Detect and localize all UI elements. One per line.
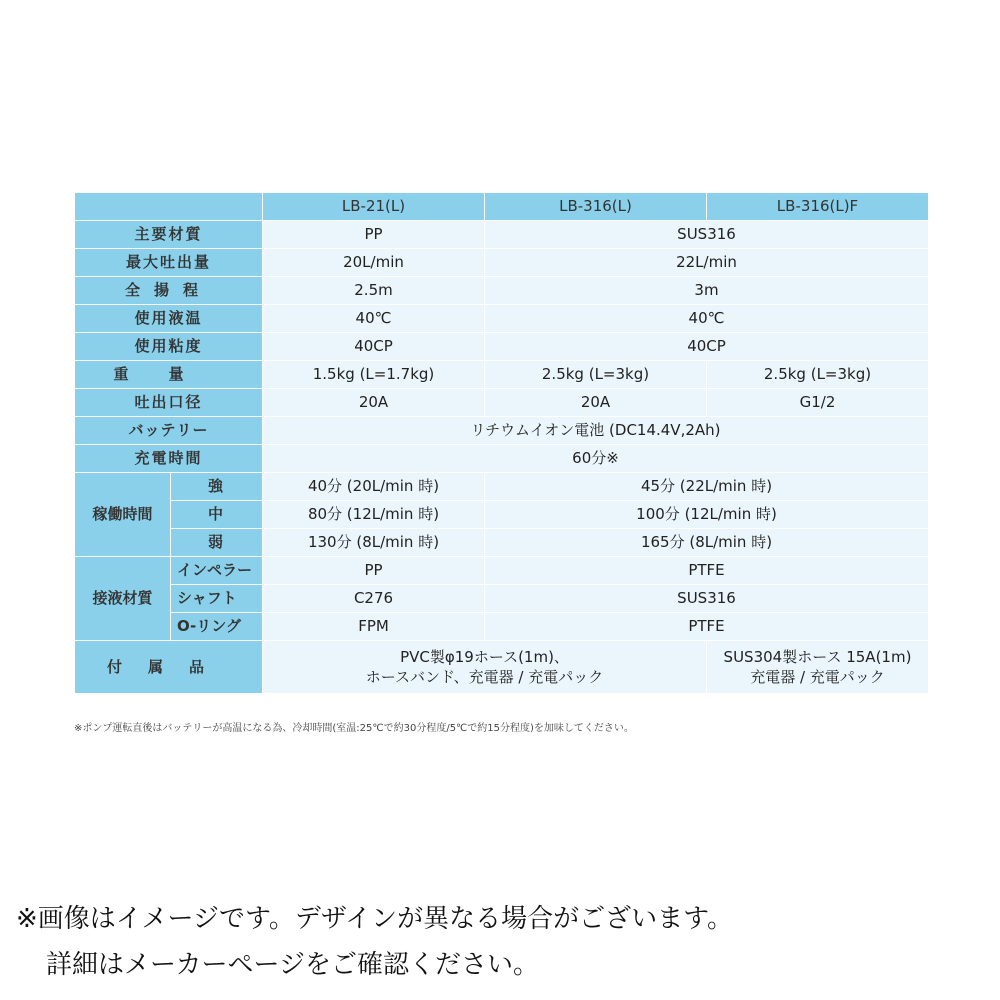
disclaimer-line-1: ※画像はイメージです。デザインが異なる場合がございます。: [16, 904, 734, 934]
value-cell: 165分 (8L/min 時): [485, 529, 929, 557]
row-label: 付属品: [75, 641, 263, 694]
row-label: 全揚程: [75, 277, 263, 305]
row-liquid-temp: [75, 305, 929, 333]
value-cell: FPM: [263, 613, 485, 641]
row-label: 最大吐出量: [75, 249, 263, 277]
value-cell: 20A: [263, 389, 485, 417]
row-operating-strong: [75, 473, 929, 501]
value-cell: 3m: [485, 277, 929, 305]
sub-label: インペラー: [171, 557, 263, 585]
value-cell: 40CP: [263, 333, 485, 361]
value-cell: SUS316: [485, 221, 929, 249]
group-label-wetted-material: 接液材質: [75, 557, 171, 641]
value-cell: 20L/min: [263, 249, 485, 277]
model-header-1: LB-21(L): [263, 193, 485, 221]
value-cell: 22L/min: [485, 249, 929, 277]
row-label: 充電時間: [75, 445, 263, 473]
row-label: 使用粘度: [75, 333, 263, 361]
value-cell: C276: [263, 585, 485, 613]
value-cell: 2.5m: [263, 277, 485, 305]
value-cell: PP: [263, 557, 485, 585]
row-accessories: [75, 641, 929, 694]
value-cell: SUS316: [485, 585, 929, 613]
sub-label: シャフト: [171, 585, 263, 613]
row-weight: [75, 361, 929, 389]
value-cell: 130分 (8L/min 時): [263, 529, 485, 557]
row-operating-medium: [75, 501, 929, 529]
row-label: バッテリー: [75, 417, 263, 445]
value-cell: 80分 (12L/min 時): [263, 501, 485, 529]
value-cell: 40℃: [485, 305, 929, 333]
value-cell: 45分 (22L/min 時): [485, 473, 929, 501]
value-cell: 40℃: [263, 305, 485, 333]
accessories-line: PVC製φ19ホース(1m)、: [400, 648, 569, 666]
row-label: 重量: [75, 361, 263, 389]
model-header-3: LB-316(L)F: [707, 193, 929, 221]
value-cell: PTFE: [485, 557, 929, 585]
value-cell: G1/2: [707, 389, 929, 417]
value-cell: 60分※: [263, 445, 929, 473]
accessories-line: ホースバンド、充電器 / 充電パック: [365, 668, 604, 686]
row-head: [75, 277, 929, 305]
row-wetted-impeller: [75, 557, 929, 585]
accessories-cell-2: [707, 641, 929, 694]
row-label: 吐出口径: [75, 389, 263, 417]
row-label: 主要材質: [75, 221, 263, 249]
header-corner: [75, 193, 263, 221]
sub-label: 弱: [171, 529, 263, 557]
sub-label: 中: [171, 501, 263, 529]
group-label-operating-time: 稼働時間: [75, 473, 171, 557]
value-cell: 2.5kg (L=3kg): [485, 361, 707, 389]
value-cell: PP: [263, 221, 485, 249]
row-max-flow: [75, 249, 929, 277]
value-cell: 20A: [485, 389, 707, 417]
value-cell: 40CP: [485, 333, 929, 361]
value-cell: 40分 (20L/min 時): [263, 473, 485, 501]
accessories-line: SUS304製ホース 15A(1m): [723, 648, 912, 666]
row-operating-weak: [75, 529, 929, 557]
value-cell: 100分 (12L/min 時): [485, 501, 929, 529]
sub-label: 強: [171, 473, 263, 501]
disclaimer-line-2: 詳細はメーカーページをご確認ください。: [46, 950, 539, 980]
row-label: 使用液温: [75, 305, 263, 333]
footnote: ※ポンプ運転直後はバッテリーが高温になる為、冷却時間(室温:25℃で約30分程度/5℃で約15分程度)を加味してください。: [74, 723, 634, 734]
row-charge-time: [75, 445, 929, 473]
row-wetted-shaft: [75, 585, 929, 613]
accessories-line: 充電器 / 充電パック: [750, 668, 885, 686]
value-cell: リチウムイオン電池 (DC14.4V,2Ah): [263, 417, 929, 445]
header-row: [75, 193, 929, 221]
value-cell: PTFE: [485, 613, 929, 641]
row-viscosity: [75, 333, 929, 361]
row-material: [75, 221, 929, 249]
accessories-cell-1: [263, 641, 707, 694]
disclaimer: [16, 896, 986, 988]
row-wetted-oring: [75, 613, 929, 641]
spec-table: [74, 192, 929, 694]
row-outlet: [75, 389, 929, 417]
value-cell: 1.5kg (L=1.7kg): [263, 361, 485, 389]
value-cell: 2.5kg (L=3kg): [707, 361, 929, 389]
row-battery: [75, 417, 929, 445]
model-header-2: LB-316(L): [485, 193, 707, 221]
sub-label: O-リング: [171, 613, 263, 641]
